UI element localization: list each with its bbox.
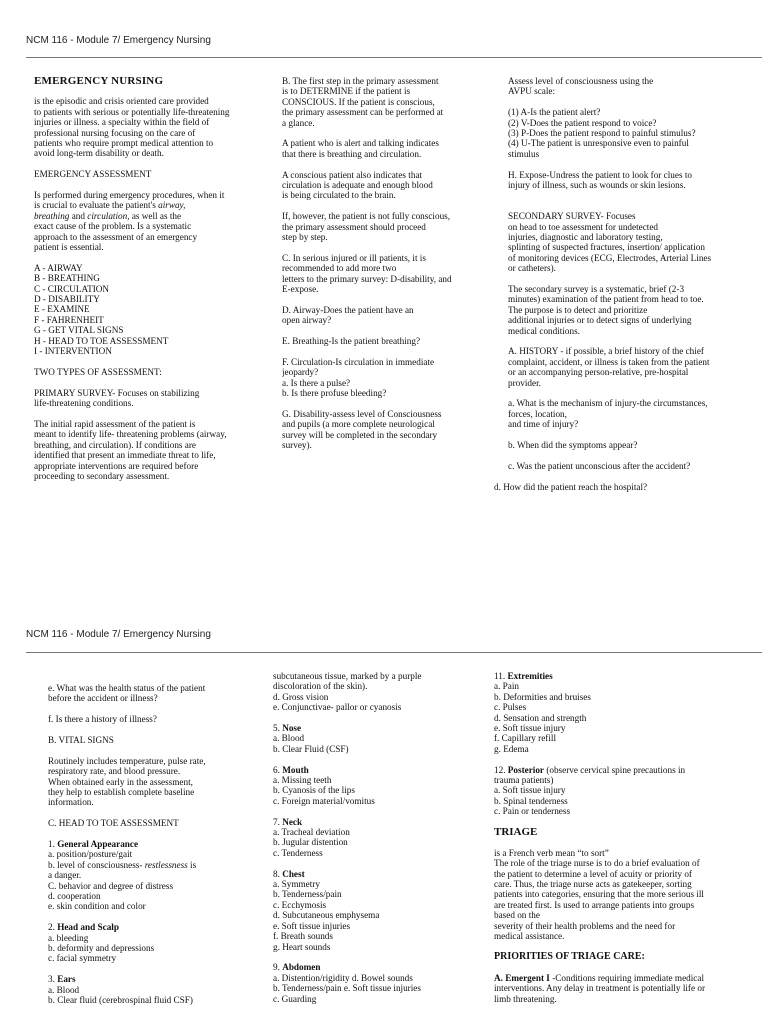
page2-column-1	[34, 683, 270, 1024]
mnemonic-item: I - INTERVENTION	[34, 346, 112, 357]
history-question-a: a. What is the mechanism of injury-the circumstances, forces, location, and time of injury?	[508, 398, 708, 430]
section-ears: 3. Ears a. Blood b. Clear fluid (cerebrospinal fluid CSF)	[48, 974, 193, 1006]
section-mouth: 6. Mouth a. Missing teeth b. Cyanosis of the lips c. Foreign material/vomitus	[273, 764, 375, 806]
mnemonic-item: G - GET VITAL SIGNS	[34, 325, 124, 336]
mnemonic-item: A - AIRWAY	[34, 262, 83, 273]
step-h-expose: H. Expose-Undress the patient to look for clues to injury of illness, such as wounds or skin lesions.	[508, 169, 692, 191]
avpu-intro: Assess level of consciousness using the AVPU scale:	[508, 76, 654, 97]
section-title: Extremities	[507, 671, 553, 681]
assessment-text: Is performed during emergency procedures, when it is crucial to evaluate the patient's airway, breathing and circulation, as well as the exact cause of the problem. Is a systematic approach to the assessment of an emergency patient is essential.	[34, 190, 225, 253]
history-question-f: f. Is there a history of illness?	[48, 714, 157, 725]
assessment-title: EMERGENCY ASSESSMENT	[34, 169, 152, 180]
section-title: Head and Scalp	[57, 922, 119, 933]
section-nose: 5. Nose a. Blood b. Clear Fluid (CSF)	[273, 723, 349, 754]
head-to-toe-title: C. HEAD TO TOE ASSESSMENT	[48, 818, 179, 829]
step-f-circulation: F. Circulation-Is circulation in immediate jeopardy? a. Is there a pulse? b. Is there profuse bleeding?	[282, 356, 435, 399]
section-title: General Appearance	[57, 839, 139, 850]
page-header-2: NCM 116 - Module 7/ Emergency Nursing	[26, 629, 211, 640]
header-rule-2	[26, 652, 762, 653]
section-title: Mouth	[282, 764, 309, 775]
section-title: Ears	[57, 974, 76, 985]
emergent-text: A. Emergent I -Conditions requiring immediate medical interventions. Any delay in treatment is potentially life or limb threatening.	[494, 972, 706, 1004]
section-general-appearance: 1. General Appearance a. position/posture/gait b. level of consciousness- restlessness is a danger. C. behavior and degree of distress d. cooperation e. skin condition and color	[48, 839, 197, 912]
alert-patient-text: A patient who is alert and talking indicates that there is breathing and circulation.	[282, 138, 439, 159]
section-title: Posterior	[507, 764, 545, 775]
page2-column-2	[273, 671, 491, 1024]
page1-column-3	[494, 76, 748, 521]
mnemonic-item: C - CIRCULATION	[34, 283, 110, 294]
triage-text: is a French verb mean “to sort” The role of the triage nurse is to do a brief evaluation of the patient to determine a level of acuity or priority of care. Thus, the triage nurse acts as gatekeeper, sorting patients into categories, ensuring that the more serious ill are treated first. Is used to arrange patients into groups based on the severity of their health problems and the need for medical assistance.	[494, 847, 704, 942]
not-conscious-text: If, however, the patient is not fully conscious, the primary assessment should proceed step by step.	[282, 211, 451, 243]
priorities-title: PRIORITIES OF TRIAGE CARE:	[494, 950, 645, 962]
avpu-scale: (1) A-Is the patient alert? (2) V-Does the patient respond to voice? (3) P-Does the patient respond to painful stimulus? (4) U-The patient is unresponsive even to painful stimulus	[508, 107, 696, 159]
two-types-title: TWO TYPES OF ASSESSMENT:	[34, 366, 162, 377]
mnemonic-list	[34, 263, 274, 357]
history-text: A. HISTORY - if possible, a brief history of the chief complaint, accident, or illness is taken from the patient or an accompanying person-relative, pre-hospital provider.	[508, 346, 710, 388]
section-abdomen: 9. Abdomen a. Distention/rigidity d. Bowel sounds b. Tenderness/pain e. Soft tissue injuries c. Guarding	[273, 962, 421, 1004]
section-chest: 8. Chest a. Symmetry b. Tenderness/pain c. Ecchymosis d. Subcutaneous emphysema e. Soft tissue injuries f. Breath sounds g. Heart sounds	[273, 868, 380, 952]
eyes-continued: subcutaneous tissue, marked by a purple discoloration of the skin). d. Gross vision e. Conjunctivae- pallor or cyanosis	[273, 671, 422, 713]
history-question-b: b. When did the symptoms appear?	[508, 440, 638, 451]
step-c-text: C. In serious injured or ill patients, it is recommended to add more two letters to the primary survey: D-disability, and E-expose.	[282, 252, 452, 295]
section-title: Neck	[282, 816, 303, 827]
triage-title: TRIAGE	[494, 826, 538, 839]
section-title: Chest	[282, 868, 305, 879]
secondary-survey-detail: The secondary survey is a systematic, brief (2-3 minutes) examination of the patient from head to toe. The purpose is to detect and prioritize additional injuries or to detect signs of underlying medical conditions.	[508, 284, 704, 336]
step-d-airway: D. Airway-Does the patient have an open airway?	[282, 304, 414, 326]
intro-text: is the episodic and crisis oriented care provided to patients with serious or potentially life-threatening injuries or illness. a specialty within the field of professional nursing focusing on the care of patients who require prompt medical attention to avoid long-term disability or death.	[34, 96, 230, 159]
page1-column-1	[34, 76, 274, 516]
mnemonic-item: D - DISABILITY	[34, 294, 100, 305]
primary-survey-text: PRIMARY SURVEY- Focuses on stabilizing life-threatening conditions.	[34, 387, 200, 409]
page2-column-3	[494, 671, 748, 1024]
history-question-e: e. What was the health status of the patient before the accident or illness?	[48, 683, 206, 704]
page1-column-2	[282, 76, 496, 516]
header-rule-1	[26, 57, 762, 58]
page-header-1: NCM 116 - Module 7/ Emergency Nursing	[26, 35, 211, 46]
section-neck: 7. Neck a. Tracheal deviation b. Jugular distention c. Tenderness	[273, 816, 350, 858]
step-e-breathing: E. Breathing-Is the patient breathing?	[282, 336, 421, 347]
step-g-disability: G. Disability-assess level of Consciousness and pupils (a more complete neurological survey will be completed in the secondary survey).	[282, 408, 442, 451]
section-head-and-scalp: 2. Head and Scalp a. bleeding b. deformity and depressions c. facial symmetry	[48, 922, 155, 964]
mnemonic-item: F - FAHRENHEIT	[34, 314, 104, 325]
mnemonic-item: B - BREATHING	[34, 273, 100, 284]
history-question-c: c. Was the patient unconscious after the accident?	[508, 460, 691, 471]
section-extremities: 11. Extremities a. Pain b. Deformities and bruises c. Pulses d. Sensation and strength e. Soft tissue injury f. Capillary refill g. Edema	[494, 671, 591, 754]
history-question-d: d. How did the patient reach the hospital?	[494, 481, 648, 492]
mnemonic-item: E - EXAMINE	[34, 304, 90, 315]
primary-step-b: B. The first step in the primary assessment is to DETERMINE if the patient is CONSCIOUS. If the patient is conscious, the primary assessment can be performed at a glance.	[282, 76, 444, 128]
section-title-emergency-nursing: EMERGENCY NURSING	[34, 76, 164, 87]
initial-assessment-text: The initial rapid assessment of the patient is meant to identify life- threatening problems (airway, breathing, and circulation). If conditions are identified that present an immediate threat to life, appropriate interventions are required before proceeding to secondary assessment.	[34, 418, 227, 481]
vital-signs-title: B. VITAL SIGNS	[48, 735, 114, 745]
section-title: Nose	[282, 723, 302, 734]
conscious-patient-text: A conscious patient also indicates that circulation is adequate and enough blood is being circulated to the brain.	[282, 169, 433, 201]
section-title: Abdomen	[282, 962, 321, 973]
secondary-survey-text: SECONDARY SURVEY- Focuses on head to toe assessment for undetected injuries, diagnostic and laboratory testing, splinting of suspected fractures, insertion/ application of monitoring devices (ECG, Electrodes, Arterial Lines or catheters).	[508, 211, 712, 274]
vital-signs-text: Routinely includes temperature, pulse rate, respiratory rate, and blood pressure. When obtained early in the assessment, they help to establish complete baseline information.	[48, 755, 206, 808]
section-posterior: 12. Posterior (observe cervical spine precautions in trauma patients) a. Soft tissue injury b. Spinal tenderness c. Pain or tenderness	[494, 764, 686, 817]
mnemonic-item: H - HEAD TO TOE ASSESSMENT	[34, 335, 169, 346]
